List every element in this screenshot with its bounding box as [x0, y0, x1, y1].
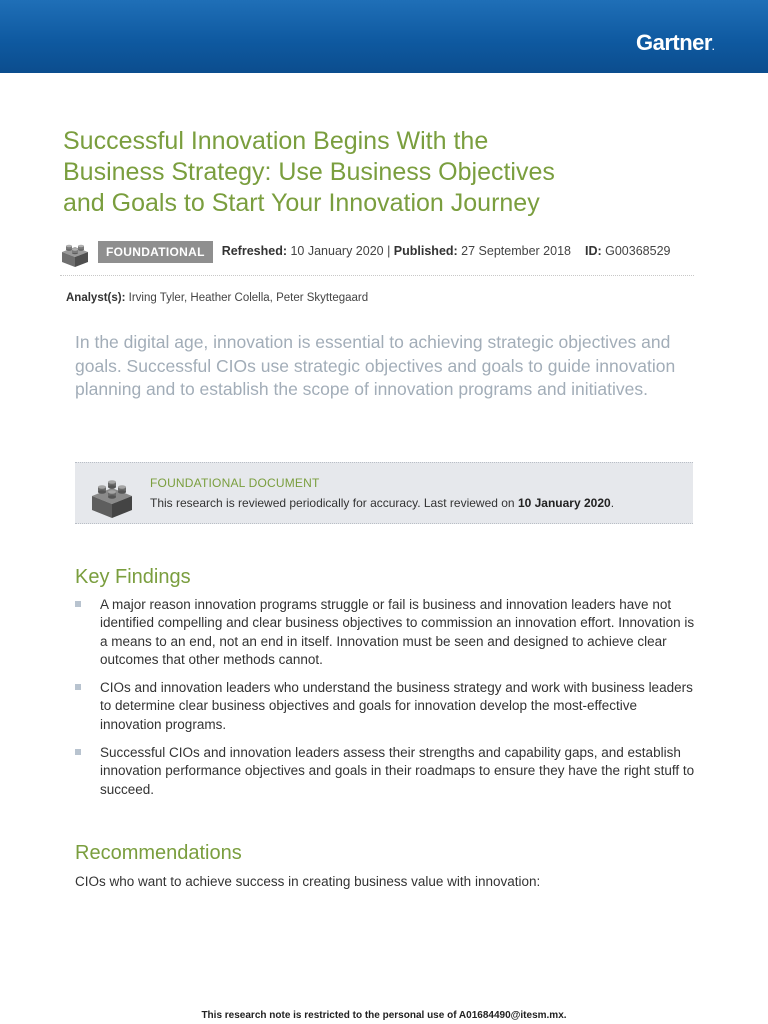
- callout-body-text: This research is reviewed periodically for accuracy. Last reviewed on: [150, 496, 518, 510]
- key-findings-heading: Key Findings: [75, 566, 191, 588]
- document-title: [63, 126, 663, 219]
- finding-text: Successful CIOs and innovation leaders assess their strengths and capability gaps, and establish innovation performance objectives and goals in their roadmaps to ensure they have the right stuff to succeed.: [100, 745, 695, 797]
- bullet-icon: [75, 749, 81, 755]
- bullet-icon: [75, 684, 81, 690]
- id-value: G00368529: [601, 244, 671, 258]
- lego-brick-icon: [89, 475, 135, 519]
- callout-heading: FOUNDATIONAL DOCUMENT: [150, 476, 320, 490]
- refreshed-label: Refreshed:: [221, 244, 287, 258]
- finding-text: CIOs and innovation leaders who understand the business strategy and work with business leaders to determine clear business objectives and goals for innovation develop the most-effective innovation programs.: [100, 680, 693, 732]
- callout-body: [150, 496, 614, 510]
- bullet-icon: [75, 601, 81, 607]
- document-dates: [222, 244, 571, 258]
- lego-brick-icon: [60, 238, 90, 268]
- brand-name: Gartner: [636, 30, 712, 55]
- id-label: ID:: [584, 244, 602, 258]
- key-findings-list: [75, 596, 695, 809]
- header-band: [0, 0, 768, 73]
- foundational-badge: FOUNDATIONAL: [98, 241, 213, 263]
- list-item: [75, 596, 695, 669]
- recommendations-heading: Recommendations: [75, 842, 242, 864]
- summary-paragraph: In the digital age, innovation is essential to achieving strategic objectives and goals. Successful CIOs use strategic objectives and goals to guide innovation planning and to establish the scope of innovation programs and initiatives.: [75, 332, 676, 399]
- list-item: [75, 744, 695, 799]
- document-id: [585, 244, 670, 258]
- callout-body-end: .: [610, 496, 615, 510]
- published-label: Published:: [393, 244, 458, 258]
- gartner-logo[interactable]: [636, 30, 714, 56]
- analysts-label: Analyst(s):: [66, 292, 126, 304]
- refreshed-date: 10 January 2020 |: [287, 244, 394, 258]
- analysts-line: [66, 292, 368, 304]
- brand-dot: .: [711, 42, 714, 52]
- finding-text: A major reason innovation programs struggle or fail is business and innovation leaders have not identified compelling and clear business objectives to commission an innovation effort. Innovation is a means to an end, not an end in itself. Innovation must be seen and designed to achieve clear outcomes that other methods cannot.: [100, 597, 695, 667]
- callout-review-date: 10 January 2020: [517, 496, 611, 510]
- analyst-names[interactable]: Irving Tyler, Heather Colella, Peter Skyttegaard: [125, 292, 369, 304]
- usage-restriction-note: This research note is restricted to the personal use of A01684490@itesm.mx.: [201, 1010, 567, 1021]
- title-line-1: Successful Innovation Begins With the: [63, 127, 489, 155]
- published-date: 27 September 2018: [457, 244, 571, 258]
- foundational-document-callout: [75, 462, 693, 524]
- document-meta-row: [60, 238, 694, 276]
- title-line-3: and Goals to Start Your Innovation Journey: [63, 189, 540, 217]
- list-item: [75, 679, 695, 734]
- recommendations-intro: CIOs who want to achieve success in creating business value with innovation:: [75, 874, 541, 889]
- title-line-2: Business Strategy: Use Business Objectives: [63, 158, 555, 186]
